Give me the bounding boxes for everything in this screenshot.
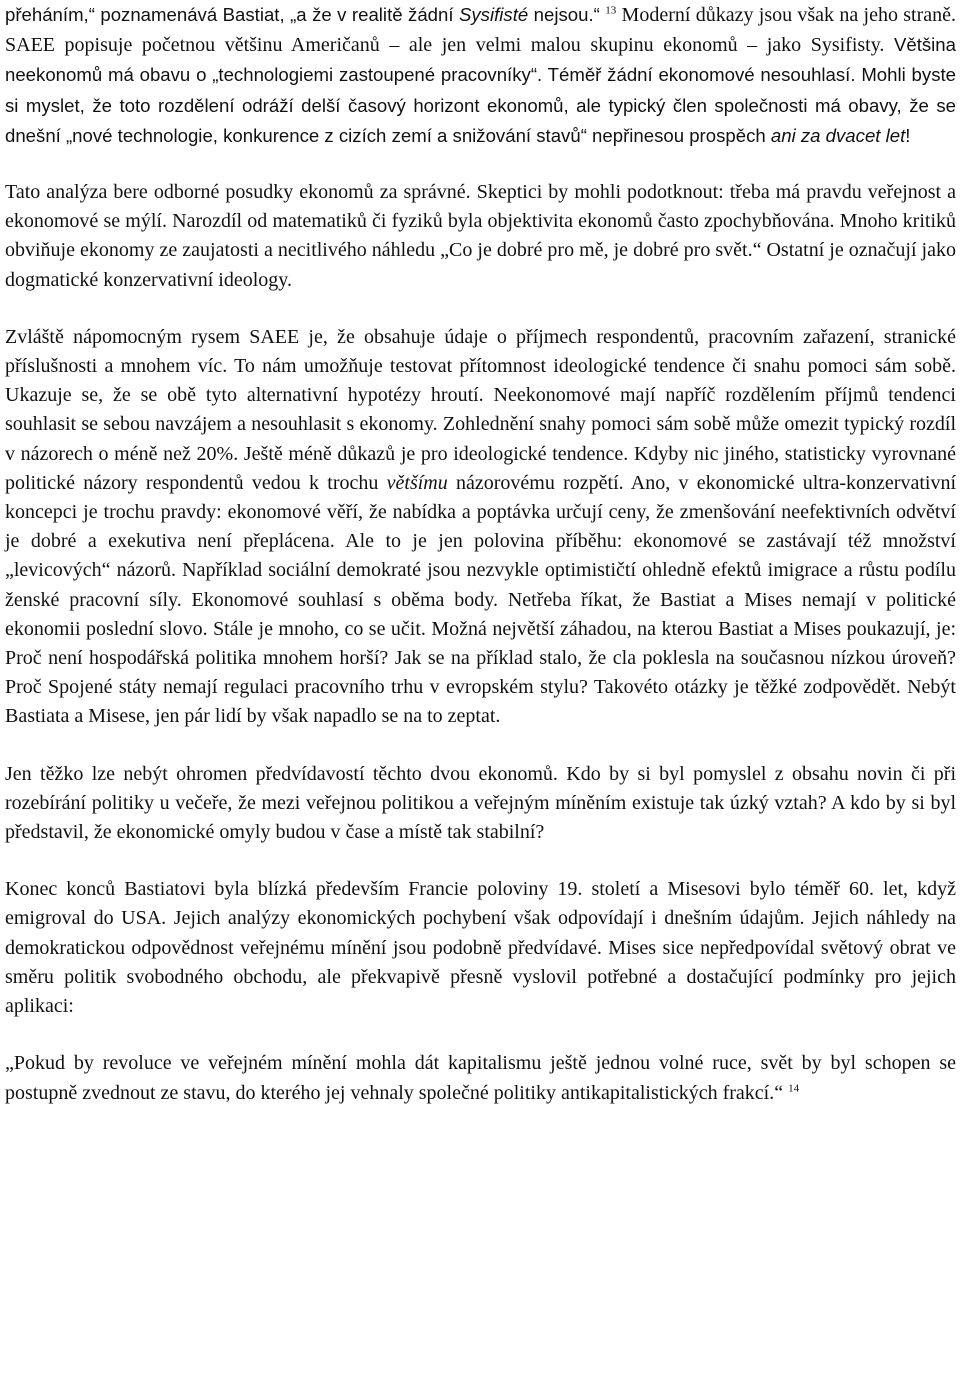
text-span: přeháním,“ poznamenává Bastiat, „a že v realitě žádní <box>5 4 459 25</box>
paragraph-5: Konec konců Bastiatovi byla blízká především Francie poloviny 19. století a Misesovi bylo téměř 60. let, když emigroval do USA. Jejich analýzy ekonomických pochybení však odpovídají i dnešním údajům. Jejich náhledy na demokratickou odpovědnost veřejnému mínění jsou podobně předvídavé. Mises sice nepředpovídal světový obrat ve směru politik svobodného obchodu, ale překvapivě přesně vyslovil potřebné a dostačující podmínky pro jejich aplikaci: <box>5 878 956 1018</box>
paragraph-gap <box>5 732 956 760</box>
italic-span: ani za dvacet let <box>770 124 906 146</box>
paragraph-3 <box>5 323 956 732</box>
paragraph-gap <box>5 151 956 178</box>
text-span: nejsou.“ <box>528 4 606 25</box>
text-span: ! <box>905 124 911 146</box>
italic-span: Sysifisté <box>458 4 529 25</box>
text-span: Moderní důkazy jsou však na jeho straně. SAEE popisuje početnou většinu Američanů – ale jen velmi malou skupinu ekonomů – jako Sysifisty. <box>5 4 956 57</box>
paragraph-1 <box>5 0 956 151</box>
paragraph-4: Jen těžko lze nebýt ohromen předvídavostí těchto dvou ekonomů. Kdo by si byl pomyslel z obsahu novin či při rozebírání politiky u večeře, že mezi veřejnou politikou a veřejným míněním existuje tak úzký vztah? A kdo by si byl představil, že ekonomické omyly budou v čase a místě tak stabilní? <box>5 762 956 844</box>
text-span: Většina neekonomů má obavu o „technologiemi zastoupené pracovníky“. Téměř žádní ekonomové nesouhlasí. Mohli byste si myslet, že toto rozdělení odráží delší časový horizont ekonomů, ale typický člen společnosti má obavy, že se dnešní „nové technologie, konkurence z cizích zemí a snižování stavů“ nepřinesou prospěch <box>5 34 956 146</box>
text-span: Zvláště nápomocným rysem SAEE je, že obsahuje údaje o příjmech respondentů, pracovním zařazení, stranické příslušnosti a mnohem víc. To nám umožňuje testovat přítomnost ideologické tendence či snahu pomoci sám sobě. Ukazuje se, že se obě tyto alternativní hypotézy hroutí. Neekonomové mají napříč rozdělením příjmů tendenci souhlasit se sebou navzájem a nesouhlasit s ekonomy. Zohlednění snahy pomoci sám sobě může omezit typický rozdíl v názorech o méně než 20%. Ještě méně důkazů je pro ideologické tendence. Kdyby nic jiného, statisticky vyrovnané politické názory respondentů vedou k trochu <box>5 325 956 494</box>
text-span: názorovému rozpětí. Ano, v ekonomické ultra-konzervativní koncepci je trochu pravdy: ekonomové věří, že nabídka a poptávka určují ceny, že zmenšování neefektivních odvětví je dobré a exekutiva není přeplácena. Ale to je jen polovina příběhu: ekonomové se zastávají též množství „levicových“ názorů. Například sociální demokraté jsou nezvykle optimističtí ohledně efektů imigrace a růstu podílu ženské pracovní síly. Ekonomové souhlasí s oběma body. Netřeba říkat, že Bastiat a Mises nemají v politické ekonomii poslední slovo. Stále je mnoho, co se učit. Možná největší záhadou, na kterou Bastiat a Mises poukazují, je: Proč není hospodářská politika mnohem horší? Jak se na příklad stalo, že cla poklesla na současnou nízkou úroveň? Proč Spojené státy nemají regulaci pracovního trhu v evropském stylu? Takovéto otázky je těžké zodpovědět. Nebýt Bastiata a Misese, jen pár lidí by však napadlo se na to zeptat. <box>5 471 957 728</box>
footnote-ref-13[interactable]: 13 <box>605 4 617 17</box>
paragraph-gap <box>5 847 956 875</box>
paragraph-gap <box>5 295 956 323</box>
quote-paragraph <box>5 1049 956 1107</box>
quote-text: „Pokud by revoluce ve veřejném mínění mohla dát kapitalismu ještě jednou volné ruce, svět by byl schopen se postupně zvednout ze stavu, do kterého jej vehnaly společné politiky antikapitalistických frakcí.“ <box>5 1052 956 1104</box>
footnote-ref-14[interactable]: 14 <box>788 1081 800 1094</box>
paragraph-2: Tato analýza bere odborné posudky ekonomů za správné. Skeptici by mohli podotknout: třeba má pravdu veřejnost a ekonomové se mýlí. Narozdíl od matematiků či fyziků byla objektivita ekonomů často zpochybňována. Mnoho kritiků obviňuje ekonomy ze zaujatosti a necitlivého náhledu „Co je dobré pro mě, je dobré pro svět.“ Ostatní je označují jako dogmatické konzervativní ideology. <box>5 181 956 291</box>
paragraph-gap <box>5 1021 956 1049</box>
italic-span: většímu <box>386 471 448 494</box>
